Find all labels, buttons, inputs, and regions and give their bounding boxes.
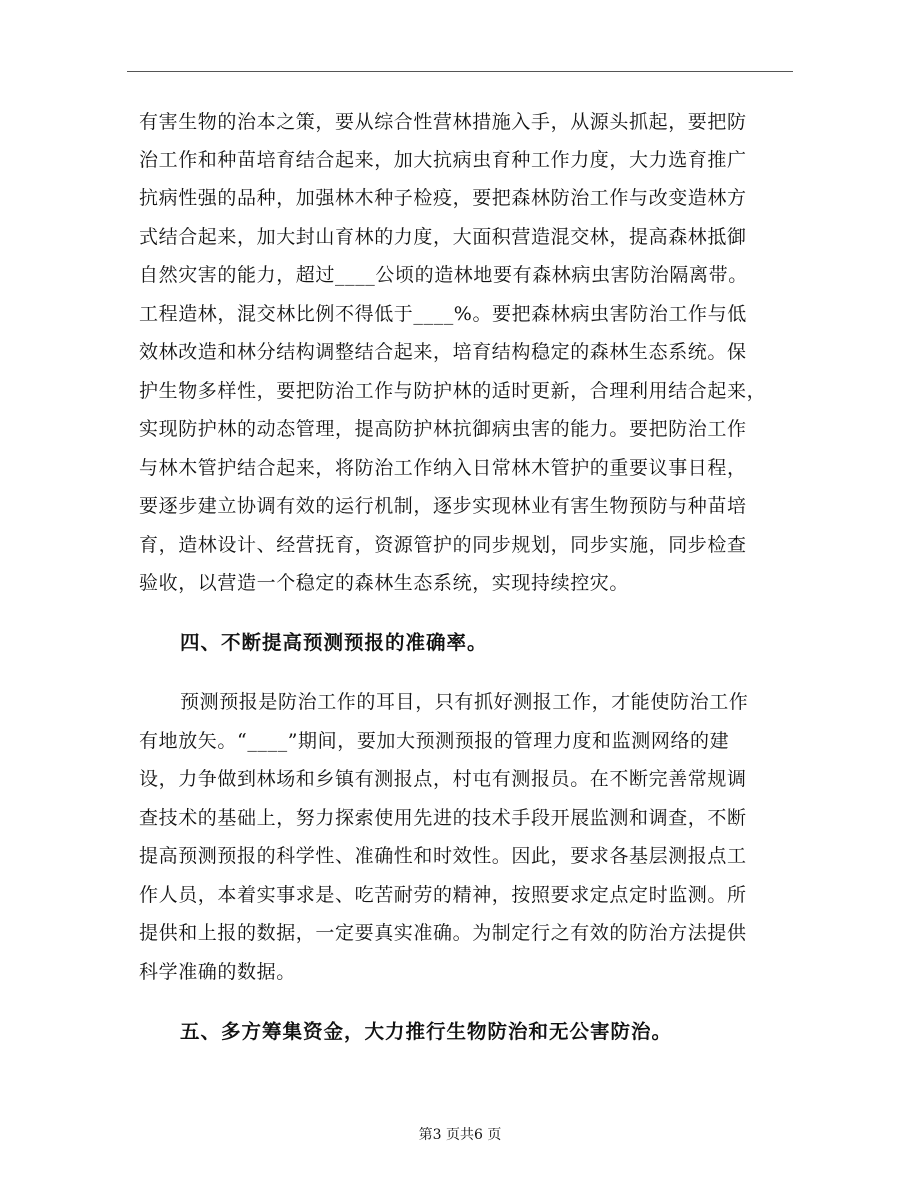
paragraph-1-line: 与林木管护结合起来，将防治工作纳入日常林木管护的重要议事日程， [139,457,747,479]
paragraph-1-line: 验收，以营造一个稳定的森林生态系统，实现持续控灾。 [139,572,630,594]
paragraph-1-line: 效林改造和林分结构调整结合起来，培育结构稳定的森林生态系统。保 [139,341,747,363]
paragraph-1-line: 治工作和种苗培育结合起来，加大抗病虫育种工作力度，大力选育推广 [139,149,747,171]
header-rule [127,71,793,72]
paragraph-1-line: 育，造林设计、经营抚育，资源管护的同步规划，同步实施，同步检查 [139,534,747,556]
paragraph-1-line: 有害生物的治本之策，要从综合性营林措施入手，从源头抓起，要把防 [139,111,747,133]
paragraph-2-line: 作人员，本着实事求是、吃苦耐劳的精神，按照要求定点定时监测。所 [139,884,747,906]
page-number: 第3 页共6 页 [418,1127,502,1143]
section-heading-5: 五、多方筹集资金，大力推行生物防治和无公害防治。 [180,1020,673,1043]
paragraph-2-line: 提供和上报的数据，一定要真实准确。为制定行之有效的防治方法提供 [139,922,747,944]
paragraph-1-line: 工程造林，混交林比例不得低于____%。要把森林病虫害防治工作与低 [139,303,747,325]
paragraph-1-line: 要逐步建立协调有效的运行机制，逐步实现林业有害生物预防与种苗培 [139,495,747,517]
paragraph-1-line: 自然灾害的能力，超过____公顷的造林地要有森林病虫害防治隔离带。 [139,264,748,286]
paragraph-2-line: 预测预报是防治工作的耳目，只有抓好测报工作，才能使防治工作 [180,691,749,713]
paragraph-1-line: 实现防护林的动态管理，提高防护林抗御病虫害的能力。要把防治工作 [139,418,747,440]
paragraph-2-line: 科学准确的数据。 [139,961,296,983]
paragraph-1-line: 抗病性强的品种，加强林木种子检疫，要把森林防治工作与改变造林方 [139,187,747,209]
paragraph-2-line: 查技术的基础上，努力探索使用先进的技术手段开展监测和调查，不断 [139,807,747,829]
section-heading-4: 四、不断提高预测预报的准确率。 [180,631,488,654]
paragraph-1-line: 式结合起来，加大封山育林的力度，大面积营造混交林，提高森林抵御 [139,226,747,248]
paragraph-2-line: 设，力争做到林场和乡镇有测报点，村屯有测报员。在不断完善常规调 [139,768,747,790]
paragraph-1-line: 护生物多样性，要把防治工作与防护林的适时更新，合理利用结合起来， [139,380,767,402]
paragraph-2-line: 提高预测预报的科学性、准确性和时效性。因此，要求各基层测报点工 [139,845,747,867]
paragraph-2-line: 有地放矢。“____”期间，要加大预测预报的管理力度和监测网络的建 [139,730,730,752]
